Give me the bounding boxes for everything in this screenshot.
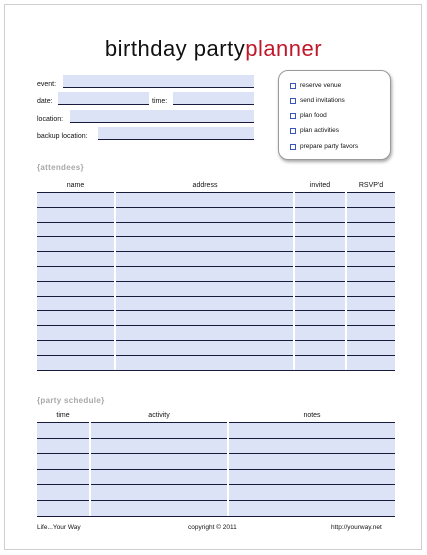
schedule-col-notes: notes [303,412,321,419]
schedule-col-activity: activity [148,412,170,419]
checklist-panel [278,70,391,160]
table-row-rule [37,310,395,311]
event-field[interactable] [63,75,254,88]
location-field[interactable] [70,110,254,123]
title-part-planner: planner [245,36,323,61]
attendees-col-divider [293,192,295,370]
event-label: event: [37,81,57,88]
attendees-col-name: name [66,182,85,189]
checkbox-icon[interactable] [290,113,296,119]
checklist-item[interactable]: send invitations [290,97,345,104]
schedule-col-divider [227,422,229,516]
title-part-birthday-party: birthday party [104,36,246,61]
attendees-col-address: address [192,182,218,189]
footer-brand: Life...Your Way [37,524,81,531]
attendees-col-divider [114,192,116,370]
backup-location-label: backup location: [37,133,88,140]
checklist-item[interactable]: plan activities [290,127,339,134]
table-row-rule [37,266,395,267]
time-label: time: [152,98,168,105]
table-row-rule [37,222,395,223]
location-label: location: [37,116,64,123]
backup-location-field[interactable] [98,127,254,140]
checkbox-icon[interactable] [290,144,296,150]
table-row-rule [37,281,395,282]
schedule-col-time: time [56,412,70,419]
date-label: date: [37,98,53,105]
table-row-rule [37,370,395,371]
attendees-col-divider [345,192,347,370]
table-row-rule [37,325,395,326]
schedule-heading: {party schedule} [37,396,105,405]
time-field[interactable] [173,92,254,105]
checklist-item[interactable]: plan food [290,112,327,119]
table-row-rule [37,192,395,193]
schedule-col-divider [89,422,91,516]
footer-copyright: copyright © 2011 [188,524,237,531]
checkbox-icon[interactable] [290,128,296,134]
table-row-rule [37,340,395,341]
table-row-rule [37,236,395,237]
page-title [0,36,427,62]
checkbox-icon[interactable] [290,83,296,89]
attendees-heading: {attendees} [37,163,84,172]
table-row-rule [37,207,395,208]
table-row-rule [37,296,395,297]
attendees-col-rsvpd: RSVP'd [358,182,384,189]
attendees-col-invited: invited [309,182,331,189]
checklist-item[interactable]: prepare party favors [290,143,358,150]
table-row-rule [37,251,395,252]
checkbox-icon[interactable] [290,98,296,104]
date-field[interactable] [58,92,149,105]
checklist-item[interactable]: reserve venue [290,82,341,89]
footer-url[interactable]: http://yourway.net [331,524,382,531]
table-row-rule [37,355,395,356]
